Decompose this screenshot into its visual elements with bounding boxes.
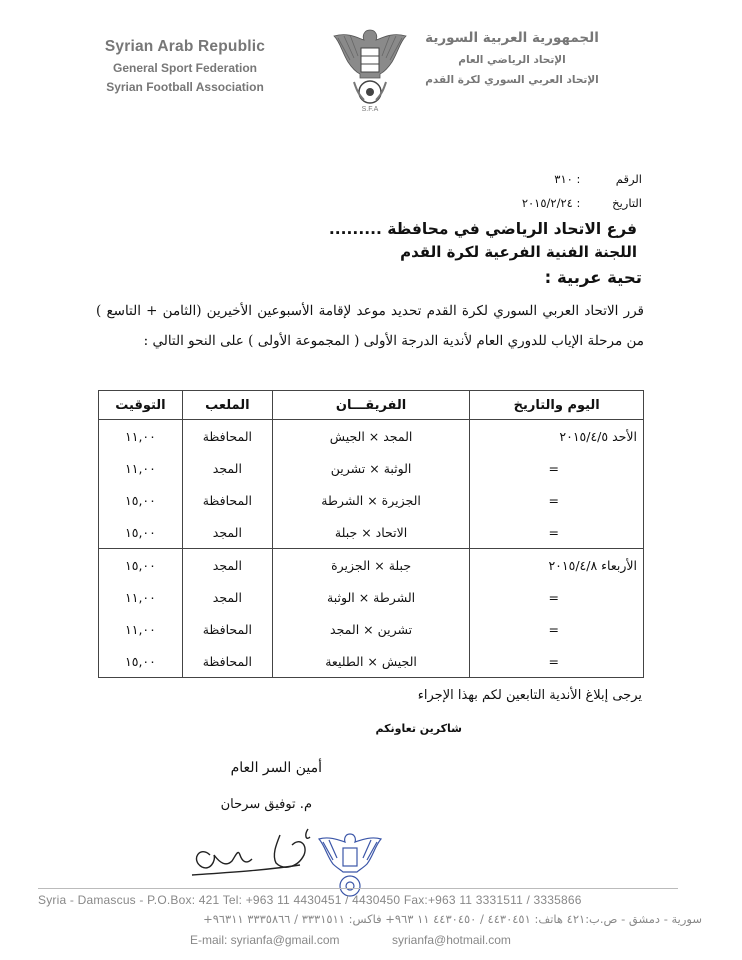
table-row — [99, 645, 644, 678]
subject-line-1: فرع الاتحاد الرياضي في محافظة ......... — [328, 220, 637, 238]
row-time: ١١,٠٠ — [99, 452, 183, 484]
table-header-row — [99, 391, 644, 420]
footer-email-gmail: E-mail: syrianfa@gmail.com — [190, 933, 340, 947]
signatory-title: أمين السر العام — [230, 760, 322, 776]
subject-line-2: اللجنة الفنية الفرعية لكرة القدم — [400, 243, 637, 261]
row-teams: الوثبة × تشرين — [272, 452, 470, 484]
emblem-caption: S.F.A — [361, 106, 379, 113]
table-row — [99, 484, 644, 516]
table-row — [99, 452, 644, 484]
row-day: الأحد ٢٠١٥/٤/٥ — [470, 420, 644, 453]
row-day: الأربعاء ٢٠١٥/٤/٨ — [470, 549, 644, 582]
letter-body: قرر الاتحاد العربي السوري لكرة القدم تحديد موعد لإقامة الأسبوعين الأخيرين (الثامن + التاسع ) من مرحلة الإياب للدوري العام لأندية الدرجة الأولى ( المجموعة الأولى ) على النحو التالي : — [96, 303, 644, 349]
table-row — [99, 549, 644, 582]
en-federation-name: General Sport Federation — [112, 61, 258, 75]
reference-date-label: التاريخ — [612, 196, 642, 210]
signatory-name: م. توفيق سرحان — [220, 797, 312, 812]
row-teams: الشرطة × الوثبة — [272, 581, 470, 613]
reference-number — [402, 172, 642, 186]
row-time: ١٥,٠٠ — [99, 645, 183, 678]
row-day: = — [470, 613, 644, 645]
en-republic-name: Syrian Arab Republic — [104, 38, 266, 55]
thanks-line: شاكرين تعاونكم — [375, 722, 462, 735]
row-stadium: المجد — [182, 516, 272, 549]
row-teams: الجيش × الطليعة — [272, 645, 470, 678]
table-row — [99, 516, 644, 549]
reference-date-value: : ٢٠١٥/٢/٢٤ — [521, 196, 581, 210]
row-day: = — [470, 452, 644, 484]
ar-association-name: الإتحاد العربي السوري لكرة القدم — [425, 74, 599, 86]
row-stadium: المجد — [182, 581, 272, 613]
fixtures-table — [98, 390, 644, 678]
row-time: ١٥,٠٠ — [99, 516, 183, 549]
row-teams: الاتحاد × جبلة — [272, 516, 470, 549]
row-time: ١١,٠٠ — [99, 613, 183, 645]
footer-contact-en: Syria - Damascus - P.O.Box: 421 Tel: +963 11 4430451 / 4430450 Fax:+963 11 3331511 / 3335866 — [38, 893, 582, 907]
row-stadium: المحافظة — [182, 420, 272, 453]
row-teams: تشرين × المجد — [272, 613, 470, 645]
row-stadium: المجد — [182, 452, 272, 484]
row-teams: المجد × الجيش — [272, 420, 470, 453]
table-row — [99, 420, 644, 453]
header-day-date: اليوم والتاريخ — [470, 391, 644, 420]
english-letterhead — [60, 38, 310, 94]
table-row — [99, 613, 644, 645]
header-teams: الفريقـــان — [272, 391, 470, 420]
table-row — [99, 581, 644, 613]
row-time: ١٥,٠٠ — [99, 549, 183, 582]
row-day: = — [470, 516, 644, 549]
row-day: = — [470, 581, 644, 613]
row-teams: جبلة × الجزيرة — [272, 549, 470, 582]
header-time: التوقيت — [99, 391, 183, 420]
row-stadium: المجد — [182, 549, 272, 582]
row-time: ١١,٠٠ — [99, 581, 183, 613]
row-stadium: المحافظة — [182, 613, 272, 645]
instruction-note: يرجى إبلاغ الأندية التابعين لكم بهذا الإجراء — [417, 688, 642, 703]
reference-date — [402, 196, 642, 210]
ar-republic-name: الجمهورية العربية السورية — [425, 30, 599, 46]
footer-email-hotmail: syrianfa@hotmail.com — [392, 933, 511, 947]
row-day: = — [470, 484, 644, 516]
row-time: ١٥,٠٠ — [99, 484, 183, 516]
greeting: تحية عربية : — [544, 268, 642, 287]
arabic-letterhead — [382, 30, 642, 86]
reference-number-value: : ٣١٠ — [554, 172, 581, 186]
row-day: = — [470, 645, 644, 678]
row-time: ١١,٠٠ — [99, 420, 183, 453]
row-stadium: المحافظة — [182, 484, 272, 516]
row-stadium: المحافظة — [182, 645, 272, 678]
handwritten-signature — [180, 815, 330, 885]
ar-federation-name: الإتحاد الرياضي العام — [458, 54, 566, 66]
row-teams: الجزيرة × الشرطة — [272, 484, 470, 516]
header-stadium: الملعب — [182, 391, 272, 420]
footer-contact-ar: سورية - دمشق - ص.ب:٤٢١ هاتف: ٤٤٣٠٤٥١ / ٤٤٣٠٤٥٠ ١١ ٩٦٣+ فاكس: ٣٣٣١٥١١ / ٣٣٣٥٨٦٦ ٩٦٣١١+ — [203, 912, 702, 926]
en-association-name: Syrian Football Association — [106, 80, 264, 94]
footer-divider — [38, 888, 678, 889]
reference-number-label: الرقم — [615, 172, 642, 186]
